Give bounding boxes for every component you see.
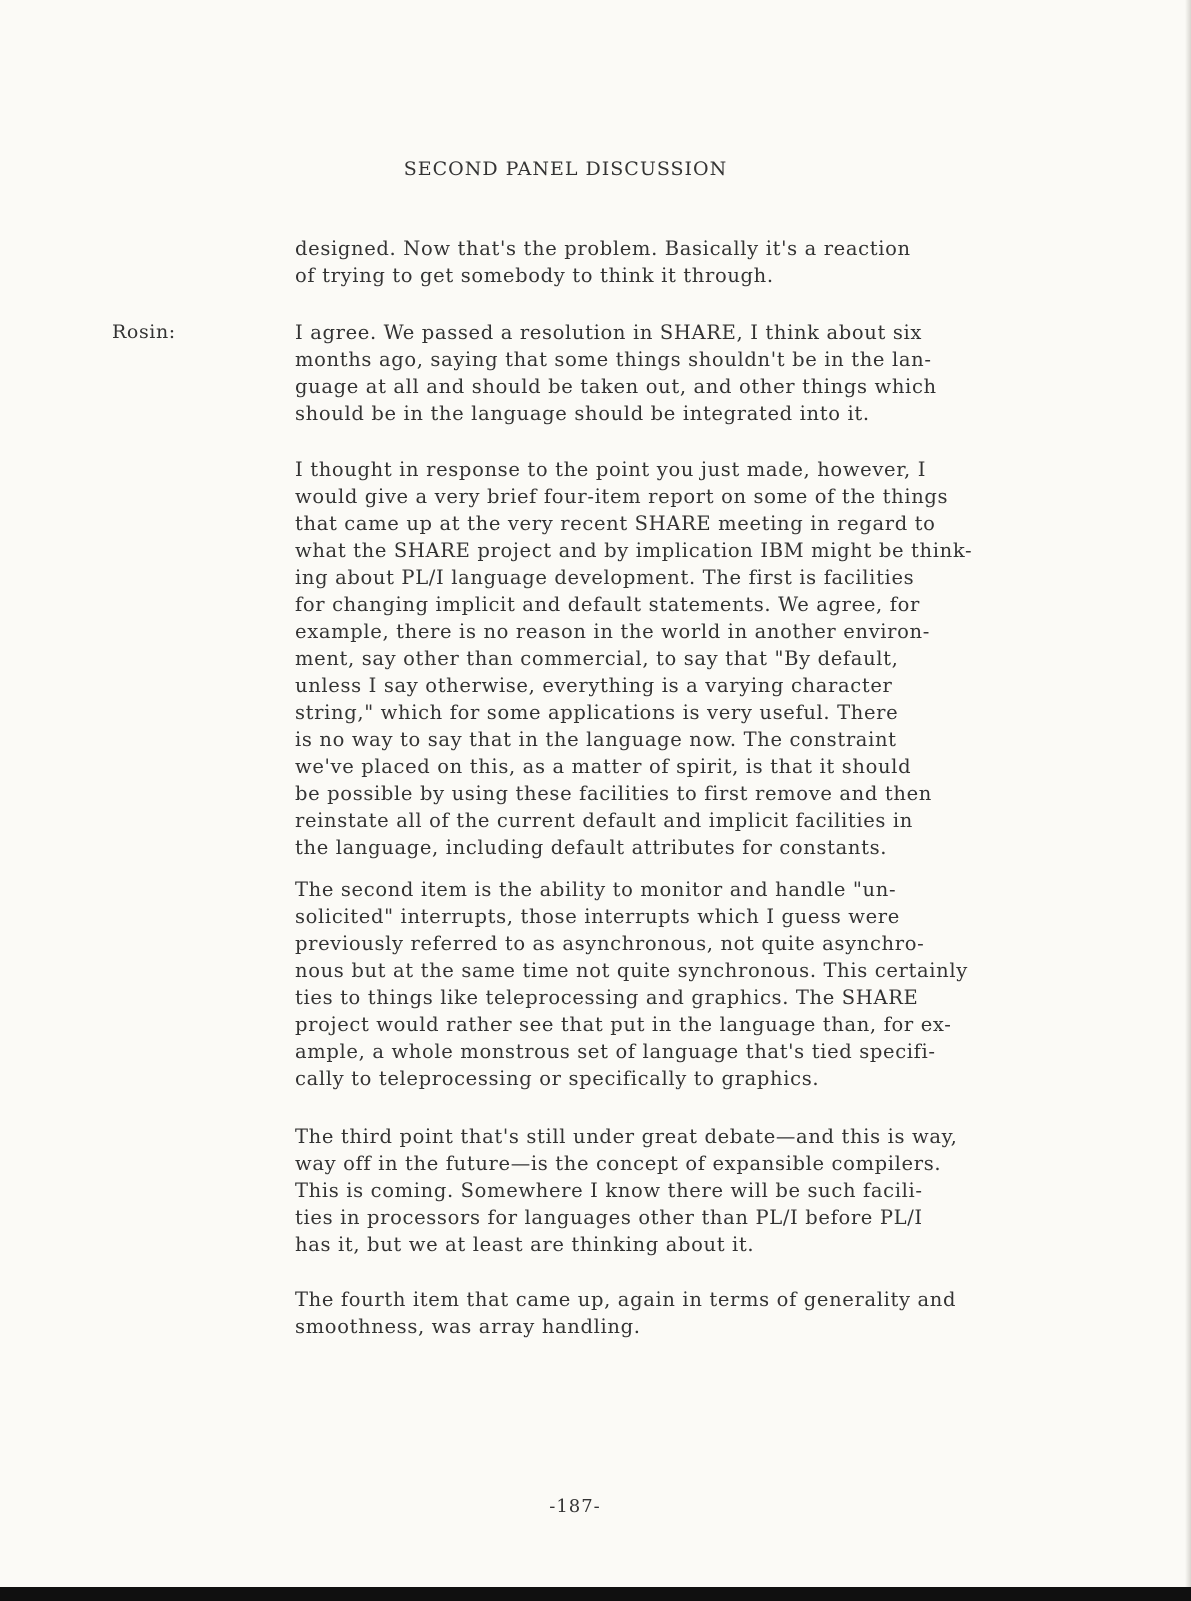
text-line: The third point that's still under great debate—and this is way, bbox=[295, 1125, 958, 1148]
text-line: way off in the future—is the concept of expansible compilers. bbox=[295, 1152, 942, 1175]
text-line: would give a very brief four-item report on some of the things bbox=[295, 485, 949, 508]
text-line: what the SHARE project and by implication IBM might be think- bbox=[295, 539, 973, 562]
text-line: ties to things like teleprocessing and graphics. The SHARE bbox=[295, 986, 919, 1009]
text-line: ment, say other than commercial, to say that "By default, bbox=[295, 647, 899, 670]
paragraph bbox=[295, 876, 1065, 1092]
text-line: ties in processors for languages other than PL/I before PL/I bbox=[295, 1206, 923, 1229]
text-line: for changing implicit and default statements. We agree, for bbox=[295, 593, 920, 616]
text-line: nous but at the same time not quite synchronous. This certainly bbox=[295, 959, 968, 982]
paragraph bbox=[295, 1123, 1065, 1258]
text-line: example, there is no reason in the world in another environ- bbox=[295, 620, 930, 643]
text-line: The fourth item that came up, again in terms of generality and bbox=[295, 1288, 957, 1311]
text-line: has it, but we at least are thinking about it. bbox=[295, 1233, 755, 1256]
running-head: SECOND PANEL DISCUSSION bbox=[403, 158, 728, 180]
text-line: previously referred to as asynchronous, not quite asynchro- bbox=[295, 932, 925, 955]
text-line: guage at all and should be taken out, and other things which bbox=[295, 375, 937, 398]
text-line: reinstate all of the current default and implicit facilities in bbox=[295, 809, 914, 832]
paragraph bbox=[295, 456, 1065, 861]
text-line: that came up at the very recent SHARE meeting in regard to bbox=[295, 512, 936, 535]
page-number: -187- bbox=[549, 1496, 601, 1517]
text-line: of trying to get somebody to think it through. bbox=[295, 264, 774, 287]
text-line: be possible by using these facilities to first remove and then bbox=[295, 782, 932, 805]
scan-edge-shadow bbox=[1185, 0, 1191, 1601]
text-line: we've placed on this, as a matter of spirit, is that it should bbox=[295, 755, 912, 778]
text-line: project would rather see that put in the language than, for ex- bbox=[295, 1013, 952, 1036]
speaker-label: Rosin: bbox=[112, 321, 176, 343]
text-line: solicited" interrupts, those interrupts which I guess were bbox=[295, 905, 900, 928]
text-line: The second item is the ability to monitor and handle "un- bbox=[295, 878, 897, 901]
text-line: is no way to say that in the language now. The constraint bbox=[295, 728, 897, 751]
text-line: string," which for some applications is very useful. There bbox=[295, 701, 899, 724]
text-line: I agree. We passed a resolution in SHARE, I think about six bbox=[295, 321, 923, 344]
text-line: ample, a whole monstrous set of language that's tied specifi- bbox=[295, 1040, 936, 1063]
text-line: unless I say otherwise, everything is a varying character bbox=[295, 674, 893, 697]
text-line: cally to teleprocessing or specifically to graphics. bbox=[295, 1067, 820, 1090]
text-line: This is coming. Somewhere I know there will be such facili- bbox=[295, 1179, 923, 1202]
paragraph bbox=[295, 235, 1065, 289]
text-line: designed. Now that's the problem. Basically it's a reaction bbox=[295, 237, 911, 260]
text-line: should be in the language should be integrated into it. bbox=[295, 402, 870, 425]
paragraph bbox=[295, 319, 1065, 427]
text-line: the language, including default attributes for constants. bbox=[295, 836, 888, 859]
paragraph bbox=[295, 1286, 1065, 1340]
text-line: I thought in response to the point you just made, however, I bbox=[295, 458, 927, 481]
text-line: smoothness, was array handling. bbox=[295, 1315, 641, 1338]
text-line: months ago, saying that some things shouldn't be in the lan- bbox=[295, 348, 932, 371]
text-line: ing about PL/I language development. The first is facilities bbox=[295, 566, 915, 589]
scan-bottom-border bbox=[0, 1587, 1191, 1601]
